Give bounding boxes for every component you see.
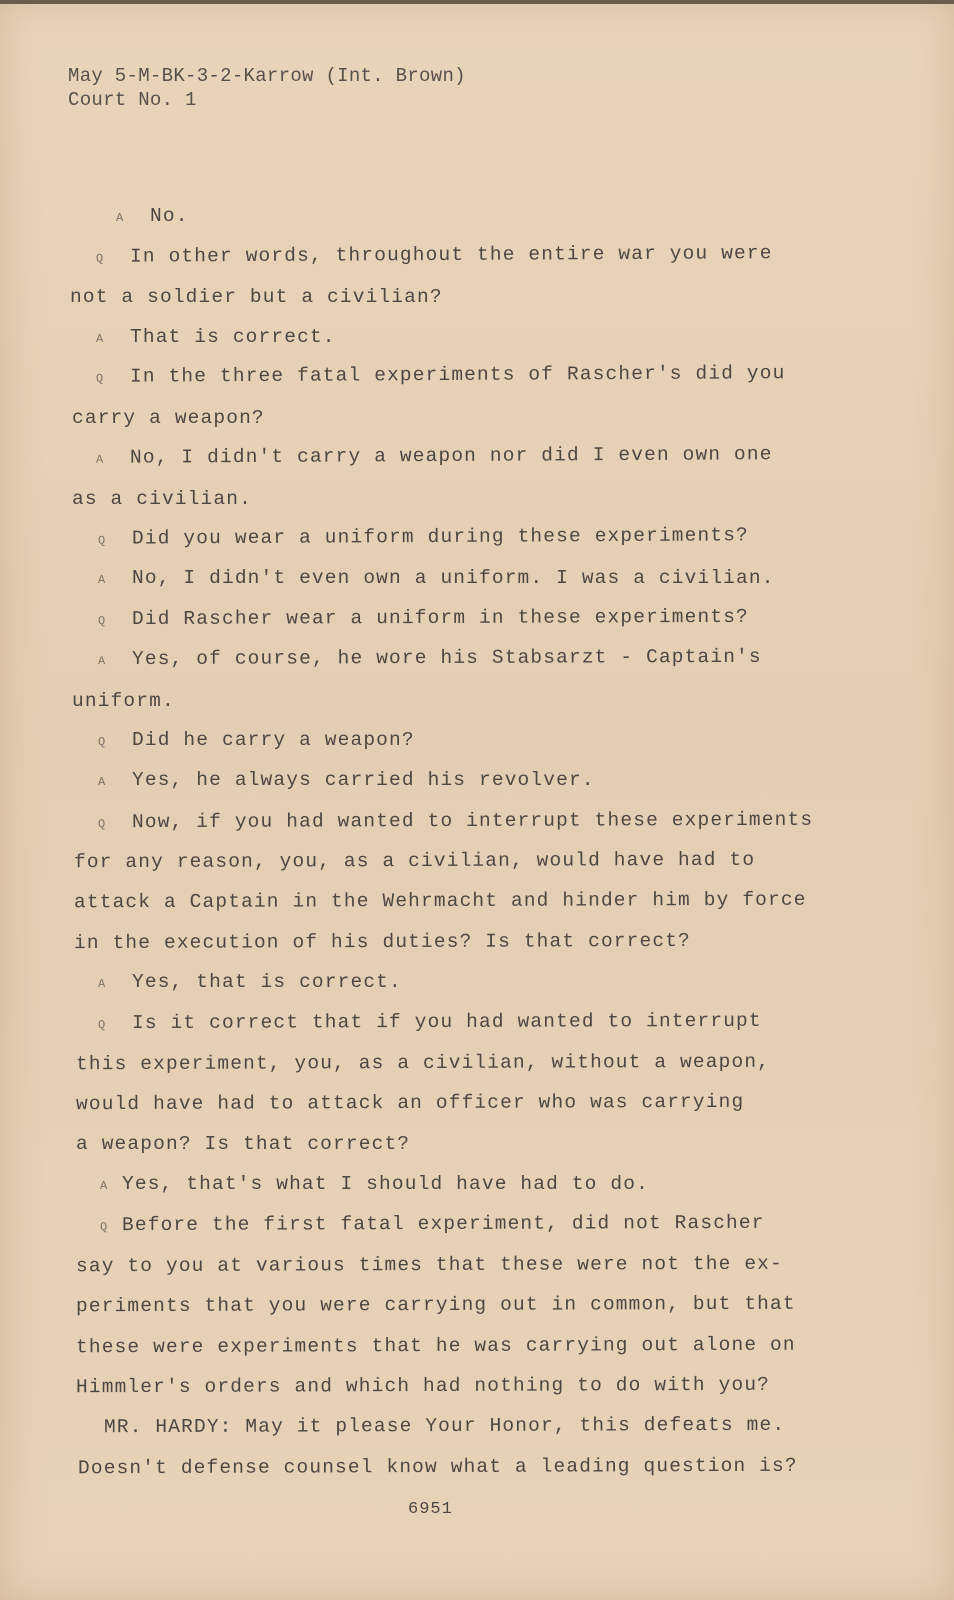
transcript-line [98,567,775,589]
line-text: these were experiments that he was carrying out alone on [75,1333,796,1359]
line-text: not a soldier but a civilian? [70,286,443,308]
line-text: No. [150,205,189,227]
line-text: say to you at various times that these were not the ex- [75,1252,783,1278]
speaker-mark: A [100,1179,108,1193]
line-text: a weapon? Is that correct? [76,1133,411,1155]
transcript-line [74,930,691,954]
speaker-mark: Q [97,614,106,629]
transcript-line [98,646,762,670]
line-text: No, I didn't even own a uniform. I was a civilian. [132,567,775,589]
transcript-line [98,1010,762,1034]
line-text: as a civilian. [72,488,252,510]
line-text: MR. HARDY: May it please Your Honor, this defeats me. [103,1413,786,1439]
speaker-mark: Q [99,1220,108,1235]
transcript-line [76,1051,770,1075]
line-text: In other words, throughout the entire war you were [129,242,773,268]
line-text: Did he carry a weapon? [132,729,415,751]
transcript-line [72,488,252,510]
line-text: periments that you were carrying out in common, but that [75,1292,796,1318]
transcript-line [96,242,773,268]
transcript-line [100,1212,765,1236]
line-text: Did Rascher wear a uniform in these experiments? [131,605,749,631]
transcript-line [74,849,755,873]
line-text: No, I didn't carry a weapon nor did I even own one [129,443,773,469]
line-text: Before the first fatal experiment, did not Rascher [121,1211,765,1237]
speaker-mark: A [96,332,104,346]
transcript-line [98,769,595,791]
header-reference: May 5-M-BK-3-2-Karrow (Int. Brown) [68,65,466,87]
line-text: Yes, he always carried his revolver. [132,769,595,791]
page-top-edge [0,0,954,4]
transcript-line [76,1253,783,1277]
transcript-line [70,286,443,308]
transcript-line [98,606,749,630]
speaker-mark: A [98,573,106,587]
transcript-line [72,690,175,712]
speaker-mark: A [95,452,104,467]
speaker-mark: A [97,654,106,669]
transcript-line [76,1091,744,1115]
speaker-mark: Q [97,817,106,832]
transcript-line [76,1334,796,1359]
line-text: Yes, that's what I should have had to do. [122,1173,649,1195]
transcript-line [96,362,786,388]
speaker-mark: A [116,211,124,225]
transcript-line [98,524,749,549]
transcript-line [96,326,336,348]
transcript-line [78,1455,798,1480]
line-text: Yes, that is correct. [132,971,402,993]
line-text: for any reason, you, as a civilian, would have had to [73,848,756,874]
transcript-line [104,1414,785,1438]
line-text: That is correct. [130,326,336,348]
transcript-line [98,809,813,833]
speaker-mark: Q [98,735,106,749]
transcript-line [116,205,189,227]
speaker-mark: Q [95,371,104,386]
line-text: Yes, of course, he wore his Stabsarzt - Captain's [131,645,762,671]
transcript-line [98,971,402,993]
line-text: attack a Captain in the Wehrmacht and hinder him by force [73,888,807,914]
line-text: Now, if you had wanted to interrupt these experiments [131,808,814,834]
line-text: carry a weapon? [72,407,265,429]
transcript-line [76,1374,770,1398]
speaker-mark: Q [97,1018,106,1033]
transcript-line [72,407,265,429]
line-text: uniform. [72,690,175,712]
header-court: Court No. 1 [68,89,197,111]
speaker-mark: Q [97,533,106,548]
line-text: Is it correct that if you had wanted to interrupt [131,1009,762,1035]
line-text: would have had to attack an officer who was carrying [75,1090,745,1116]
document-header [68,64,466,112]
transcript-line [96,443,773,469]
line-text: Doesn't defense counsel know what a leading question is? [77,1454,798,1480]
line-text: in the execution of his duties? Is that correct? [73,929,691,955]
transcript-line [74,889,807,914]
speaker-mark: A [98,775,106,789]
transcript-line [98,729,415,751]
transcript-line [100,1173,649,1195]
page-number: 6951 [408,1500,453,1519]
line-text: Himmler's orders and which had nothing to do with you? [75,1373,771,1399]
transcript-line [76,1133,410,1155]
speaker-mark: A [98,977,106,991]
line-text: In the three fatal experiments of Rascher's did you [129,362,786,388]
speaker-mark: Q [95,251,104,266]
transcript-line [76,1293,796,1318]
line-text: this experiment, you, as a civilian, without a weapon, [75,1050,771,1076]
line-text: Did you wear a uniform during these experiments? [131,524,749,550]
